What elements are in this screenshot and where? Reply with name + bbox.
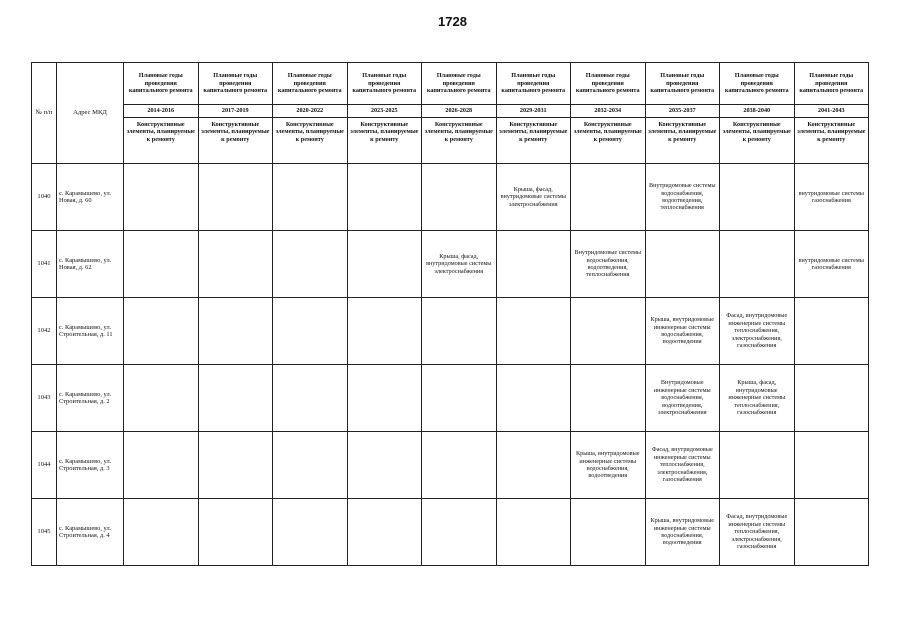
elements-header: Конструктивные элементы, планируемые к ремонту — [124, 118, 199, 164]
table-cell — [198, 432, 273, 499]
planned-years-header: Плановые годы проведения капитального ремонта — [273, 63, 348, 105]
planned-years-header: Плановые годы проведения капитального ремонта — [347, 63, 422, 105]
period-header: 2032-2034 — [571, 105, 646, 118]
planned-years-header: Плановые годы проведения капитального ремонта — [422, 63, 497, 105]
elements-header: Конструктивные элементы, планируемые к ремонту — [720, 118, 795, 164]
table-cell — [347, 298, 422, 365]
table-cell — [273, 432, 348, 499]
table-cell: Фасад, внутридомовые инженерные системы теплоснабжения, электроснабжения, газоснабжения — [645, 432, 720, 499]
row-address: с. Карамышево, ул. Строительная, д. 11 — [57, 298, 124, 365]
row-address: с. Карамышево, ул. Строительная, д. 4 — [57, 499, 124, 566]
elements-header: Конструктивные элементы, планируемые к ремонту — [496, 118, 571, 164]
table-cell — [496, 298, 571, 365]
period-header: 2035-2037 — [645, 105, 720, 118]
table-cell — [124, 432, 199, 499]
table-row — [32, 164, 869, 231]
planned-years-header: Плановые годы проведения капитального ремонта — [496, 63, 571, 105]
row-number: 1040 — [32, 164, 57, 231]
table-cell: Крыша, фасад, внутридомовые инженерные системы теплоснабжения, газоснабжения — [720, 365, 795, 432]
page-number: 1728 — [438, 14, 467, 29]
table-cell: Внутридомовые системы водоснабжения, водоотведения, теплоснабжения — [645, 164, 720, 231]
table-cell — [496, 231, 571, 298]
planned-years-header: Плановые годы проведения капитального ремонта — [571, 63, 646, 105]
row-address: с. Карамышево, ул. Строительная, д. 3 — [57, 432, 124, 499]
planned-years-header: Плановые годы проведения капитального ремонта — [794, 63, 869, 105]
elements-header: Конструктивные элементы, планируемые к ремонту — [198, 118, 273, 164]
table-cell — [720, 164, 795, 231]
table-cell — [273, 164, 348, 231]
table-row — [32, 499, 869, 566]
table-cell — [720, 432, 795, 499]
table-cell — [571, 365, 646, 432]
table-row — [32, 298, 869, 365]
table-cell — [198, 298, 273, 365]
planned-years-header: Плановые годы проведения капитального ремонта — [124, 63, 199, 105]
header-row-periods — [32, 105, 869, 118]
table-cell — [273, 499, 348, 566]
elements-header: Конструктивные элементы, планируемые к ремонту — [571, 118, 646, 164]
planned-years-header: Плановые годы проведения капитального ремонта — [720, 63, 795, 105]
table-cell — [720, 231, 795, 298]
repair-schedule-table — [31, 62, 869, 566]
period-header: 2023-2025 — [347, 105, 422, 118]
table-cell — [198, 499, 273, 566]
row-number: 1045 — [32, 499, 57, 566]
table-cell: Внутридомовые инженерные системы водоснабжения, водоотведения, электроснабжения — [645, 365, 720, 432]
row-address: с. Карамышево, ул. Новая, д. 60 — [57, 164, 124, 231]
period-header: 2017-2019 — [198, 105, 273, 118]
elements-header: Конструктивные элементы, планируемые к ремонту — [645, 118, 720, 164]
table-cell — [347, 231, 422, 298]
table-cell — [496, 365, 571, 432]
column-header-number: № п/п — [32, 63, 57, 164]
column-header-address: Адрес МКД — [57, 63, 124, 164]
table-row — [32, 432, 869, 499]
table-cell — [794, 499, 869, 566]
table-cell — [571, 298, 646, 365]
period-header: 2026-2028 — [422, 105, 497, 118]
table-cell — [496, 432, 571, 499]
table-cell — [794, 365, 869, 432]
table-cell — [571, 499, 646, 566]
elements-header: Конструктивные элементы, планируемые к ремонту — [347, 118, 422, 164]
period-header: 2029-2031 — [496, 105, 571, 118]
table-cell: внутридомовые системы газоснабжения — [794, 164, 869, 231]
header-row-elements — [32, 118, 869, 164]
table-cell: Внутридомовые системы водоснабжения, водоотведения, теплоснабжения — [571, 231, 646, 298]
period-header: 2014-2016 — [124, 105, 199, 118]
table-cell — [124, 298, 199, 365]
planned-years-header: Плановые годы проведения капитального ремонта — [198, 63, 273, 105]
period-header: 2020-2022 — [273, 105, 348, 118]
row-address: с. Карамышево, ул. Новая, д. 62 — [57, 231, 124, 298]
table-cell — [347, 499, 422, 566]
table-cell — [198, 231, 273, 298]
header-row-planned-years — [32, 63, 869, 105]
table-cell — [347, 432, 422, 499]
period-header: 2038-2040 — [720, 105, 795, 118]
table-row — [32, 231, 869, 298]
table-cell — [422, 432, 497, 499]
row-number: 1043 — [32, 365, 57, 432]
table-cell: Фасад, внутридомовые инженерные системы теплоснабжения, электроснабжения, газоснабжения — [720, 499, 795, 566]
row-address: с. Карамышево, ул. Строительная, д. 2 — [57, 365, 124, 432]
table-cell — [496, 499, 571, 566]
table-cell: Крыша, внутридомовые инженерные системы водоснабжения, водоотведения — [645, 499, 720, 566]
table-cell — [422, 499, 497, 566]
table-cell — [273, 365, 348, 432]
table-cell — [347, 365, 422, 432]
row-number: 1042 — [32, 298, 57, 365]
table-cell — [198, 164, 273, 231]
table-cell — [571, 164, 646, 231]
row-number: 1044 — [32, 432, 57, 499]
table-cell — [422, 365, 497, 432]
row-number: 1041 — [32, 231, 57, 298]
table-row — [32, 365, 869, 432]
table-cell — [794, 298, 869, 365]
table-cell — [273, 231, 348, 298]
table-cell: Крыша, внутридомовые инженерные системы водоснабжения, водоотведения — [571, 432, 646, 499]
table-cell — [124, 231, 199, 298]
elements-header: Конструктивные элементы, планируемые к ремонту — [794, 118, 869, 164]
table-cell: Крыша, внутридомовые инженерные системы водоснабжения, водоотведения — [645, 298, 720, 365]
table-cell — [347, 164, 422, 231]
table-cell — [198, 365, 273, 432]
elements-header: Конструктивные элементы, планируемые к ремонту — [422, 118, 497, 164]
elements-header: Конструктивные элементы, планируемые к ремонту — [273, 118, 348, 164]
table-cell — [124, 499, 199, 566]
table-cell — [124, 365, 199, 432]
table-cell: внутридомовые системы газоснабжения — [794, 231, 869, 298]
table-body — [32, 164, 869, 566]
table-cell: Крыша, фасад, внутридомовые системы электроснабжения — [496, 164, 571, 231]
table-cell — [645, 231, 720, 298]
period-header: 2041-2043 — [794, 105, 869, 118]
table-cell: Фасад, внутридомовые инженерные системы теплоснабжения, электроснабжения, газоснабжения — [720, 298, 795, 365]
table-cell — [124, 164, 199, 231]
table-cell — [422, 298, 497, 365]
table-cell: Крыша, фасад, внутридомовые системы электроснабжения — [422, 231, 497, 298]
planned-years-header: Плановые годы проведения капитального ремонта — [645, 63, 720, 105]
table-cell — [273, 298, 348, 365]
table-cell — [422, 164, 497, 231]
table-cell — [794, 432, 869, 499]
